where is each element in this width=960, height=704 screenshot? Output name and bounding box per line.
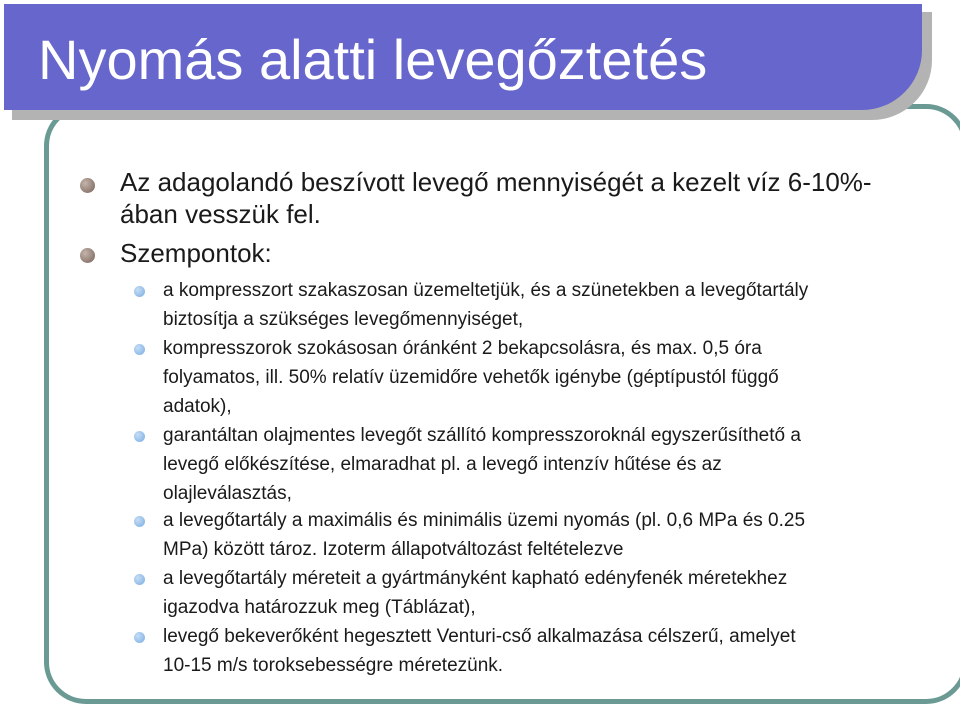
bullet-dot (80, 178, 95, 193)
bullet-line: Szempontok: (120, 238, 272, 268)
sub-bullet-dot (134, 516, 145, 527)
sub-bullet-line: a levegőtartály méreteit a gyártmányként kapható edényfenék méretekhez (163, 568, 788, 589)
sub-bullet-line: olajleválasztás, (163, 483, 292, 504)
bullet-line: Az adagolandó beszívott levegő mennyiségét a kezelt víz 6-10%- (120, 167, 872, 197)
sub-bullet-line: garantáltan olajmentes levegőt szállító kompresszoroknál egyszerűsíthető a (163, 425, 801, 446)
sub-bullet-line: 10-15 m/s toroksebességre méretezünk. (163, 655, 504, 676)
sub-bullet-line: adatok), (163, 396, 232, 417)
sub-bullet-text (163, 334, 933, 421)
sub-bullet-dot (134, 574, 145, 585)
sub-bullet-text (163, 564, 933, 622)
bullet-line: ában vesszük fel. (120, 199, 321, 229)
sub-bullet-line: igazodva határozzuk meg (Táblázat), (163, 597, 476, 618)
sub-bullet-line: folyamatos, ill. 50% relatív üzemidőre vehetők igénybe (géptípustól függő (163, 367, 779, 388)
sub-bullet-text (163, 276, 933, 334)
sub-bullet-line: biztosítja a szükséges levegőmennyiséget, (163, 309, 524, 330)
sub-bullet-text (163, 421, 933, 508)
sub-bullet-dot (134, 286, 145, 297)
bullet-text (120, 166, 930, 230)
sub-bullet-text (163, 506, 933, 564)
sub-bullet-line: MPa) között tároz. Izoterm állapotváltozást feltételezve (163, 539, 624, 560)
sub-bullet-line: a levegőtartály a maximális és minimális üzemi nyomás (pl. 0,6 MPa és 0.25 (163, 510, 806, 531)
sub-bullet-text (163, 622, 933, 680)
bullet-text (120, 237, 930, 269)
sub-bullet-dot (134, 431, 145, 442)
sub-bullet-line: kompresszorok szokásosan óránként 2 bekapcsolásra, és max. 0,5 óra (163, 338, 762, 359)
sub-bullet-line: a kompresszort szakaszosan üzemeltetjük, és a szünetekben a levegőtartály (163, 280, 809, 301)
slide-title: Nyomás alatti levegőztetés (38, 28, 708, 91)
sub-bullet-line: levegő előkészítése, elmaradhat pl. a levegő intenzív hűtése és az (163, 454, 722, 475)
sub-bullet-dot (134, 344, 145, 355)
bullet-dot (80, 248, 95, 263)
sub-bullet-dot (134, 632, 145, 643)
sub-bullet-line: levegő bekeverőként hegesztett Venturi-cső alkalmazása célszerű, amelyet (163, 626, 796, 647)
